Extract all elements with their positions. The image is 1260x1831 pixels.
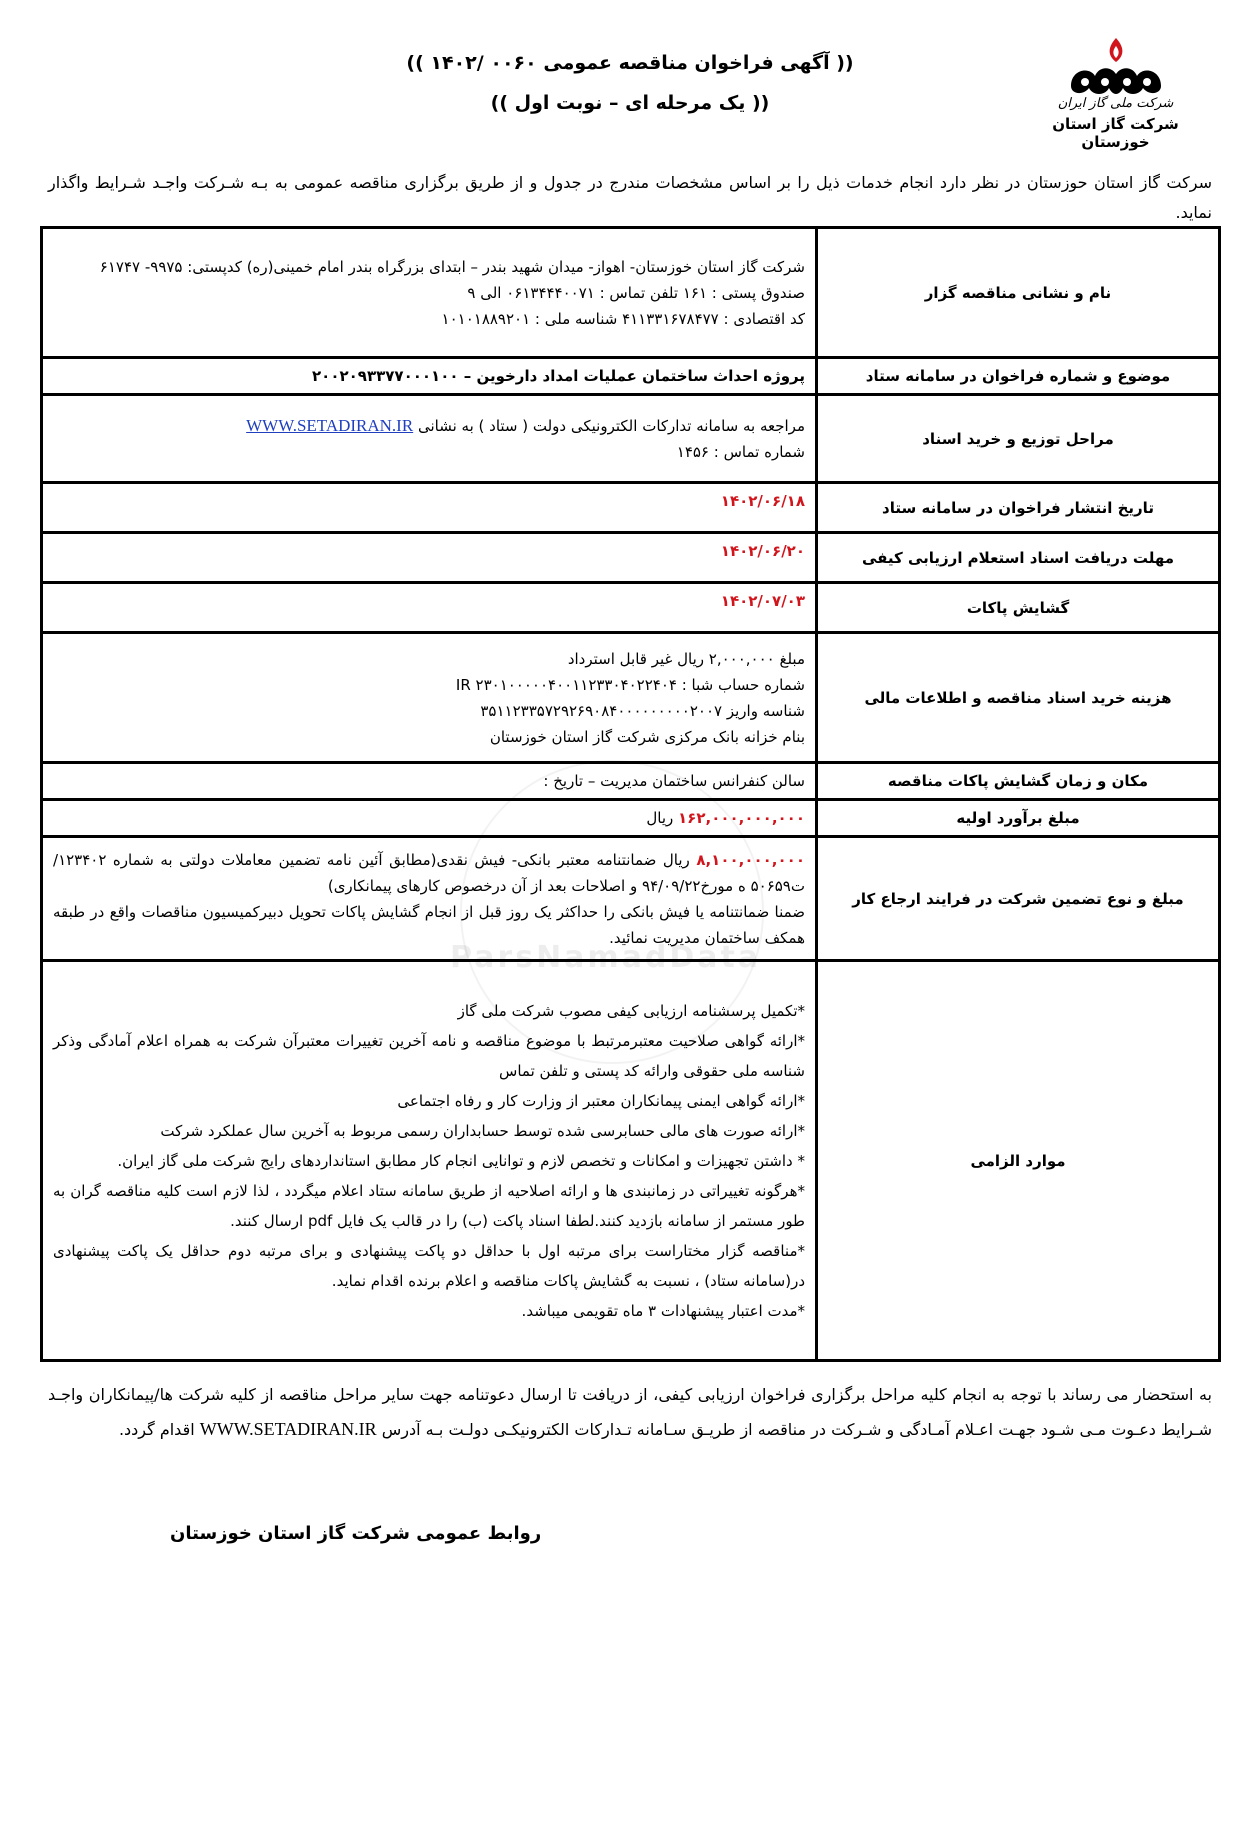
closing-paragraph: به استحضار می رساند با توجه به انجام کلیه مراحل برگزاری فراخوان ارزیابی کیفی، از دریافت تا ارسال دعوتنامه جهت سایر مراحل مناقصه از کلیه شرکت ها/پیمانکاران واجـد شـرایط دعـوت مـی شـود جهـت اعـلام آمـادگی و شـرکت در مناقصه از طریـق سـامانه تـدارکات الکترونیکـی دولـت بـه آدرس WWW.SETADIRAN.IR اقدام گردد.: [48, 1385, 1212, 1439]
cost-account-name: بنام خزانه بانک مرکزی شرکت گاز استان خوزستان: [489, 727, 805, 746]
watermark-text: ParsNamadData: [450, 940, 762, 975]
setadiran-link[interactable]: WWW.SETADIRAN.IR: [246, 415, 414, 435]
intro-paragraph: سرکت گاز استان حوزستان در نظر دارد انجام خدمات ذیل را بر اساس مشخصات مندرج در جدول و از طریق برگزاری مناقصه عمومی به بـه شـرکت واجـد شـرایط واگذار نماید.: [48, 173, 1212, 222]
distribution-label: مراحل توزیع و خرید اسناد: [817, 395, 1220, 483]
table-row: [42, 633, 1220, 763]
guarantee-label: مبلغ و نوع تضمین شرکت در فرایند ارجاع کار: [817, 837, 1220, 961]
cost-sheba: شماره حساب شبا : IR ۲۳۰۱۰۰۰۰۰۴۰۰۱۱۲۳۳۰۴۰۲۲۴۰۴: [455, 675, 805, 694]
organizer-po-box: صندوق پستی : ۱۶۱ تلفن تماس : ۰۶۱۳۴۴۴۰۰۷۱ الی ۹: [467, 283, 805, 302]
organizer-address: شرکت گاز استان خوزستان- اهواز- میدان شهید بندر – ابتدای بزرگراه بندر امام خمینی(ره) کدپستی: ۹۹۷۵- ۶۱۷۴۷: [99, 257, 805, 276]
gas-flame-logo-icon: [1061, 36, 1171, 98]
notice-title: (( آگهی فراخوان مناقصه عمومی ۰۰۶۰ /۱۴۰۲ )): [406, 52, 854, 74]
table-row: [42, 583, 1220, 633]
requirements-label: موارد الزامی: [817, 961, 1220, 1361]
requirement-item: *هرگونه تغییراتی در زمانبندی ها و ارائه اصلاحیه از طریق سامانه ستاد اعلام میگردد ، لذا لازم است کلیه مناقصه گران به طور مستمر از سامانه بازدید کنند.لطفا اسناد پاکت (ب) را در قالب یک فایل pdf ارسال کنند.: [53, 1181, 805, 1230]
public-relations-signature: روابط عمومی شرکت گاز استان خوزستان: [170, 1523, 542, 1544]
table-row: [42, 228, 1220, 358]
notice-subtitle: (( یک مرحله ای – نوبت اول )): [490, 92, 770, 114]
deadline-value: ۱۴۰۲/۰۶/۲۰: [42, 533, 817, 583]
company-name: شرکت گاز استان خوزستان: [1052, 115, 1179, 151]
tender-details-table: [40, 226, 1221, 1362]
requirement-item: *ارائه صورت های مالی حسابرسی شده توسط حسابداران رسمی مربوط به آخرین سال عملکرد شرکت: [160, 1121, 805, 1140]
requirement-item: *ارائه گواهی صلاحیت معتبرمرتبط با موضوع مناقصه و نامه آخرین تغییرات معتبرآن شرکت به همراه اعلام آمادگی وذکر شناسه ملی حقوقی وارائه کد پستی و تلفن تماس: [53, 1031, 805, 1080]
place-label: مکان و زمان گشایش پاکات مناقصه: [817, 763, 1220, 800]
organizer-value: [42, 228, 817, 358]
table-row: [42, 763, 1220, 800]
estimate-label: مبلغ برآورد اولیه: [817, 800, 1220, 837]
deadline-label: مهلت دریافت اسناد استعلام ارزیابی کیفی: [817, 533, 1220, 583]
distribution-text: مراجعه به سامانه تدارکات الکترونیکی دولت ( ستاد ) به نشانی WWW.SETADIRAN.IR: [246, 415, 805, 435]
distribution-phone: شماره تماس : ۱۴۵۶: [676, 442, 805, 461]
closing-url[interactable]: WWW.SETADIRAN.IR: [199, 1419, 377, 1439]
estimate-unit: ریال: [646, 809, 674, 827]
cost-value: [42, 633, 817, 763]
cost-deposit-id: شناسه واریز ۳۵۱۱۲۳۳۵۷۲۹۲۶۹۰۸۴۰۰۰۰۰۰۰۰۰۲۰۰۷: [480, 701, 805, 720]
subject-label: موضوع و شماره فراخوان در سامانه ستاد: [817, 358, 1220, 395]
requirement-item: *مدت اعتبار پیشنهادات ۳ ماه تقویمی میباشد.: [521, 1301, 805, 1320]
requirement-item: *تکمیل پرسشنامه ارزیابی کیفی مصوب شرکت ملی گاز: [457, 1001, 805, 1020]
table-row: [42, 358, 1220, 395]
estimate-value: [42, 800, 817, 837]
cost-amount: مبلغ ۲,۰۰۰,۰۰۰ ریال غیر قابل استرداد: [567, 649, 805, 668]
organizer-label: نام و نشانی مناقصه گزار: [817, 228, 1220, 358]
requirements-value: [42, 961, 817, 1361]
guarantee-amount: ۸,۱۰۰,۰۰۰,۰۰۰: [696, 850, 805, 869]
guarantee-text: ۸,۱۰۰,۰۰۰,۰۰۰ ریال ضمانتنامه معتبر بانکی- فیش نقدی(مطابق آئین نامه تضمین معاملات دولتی به شماره ۱۲۳۴۰۲/ت۵۰۶۵۹ ه مورخ۹۴/۰۹/۲۲ و اصلاحات بعد از آن درخصوص کارهای پیمانکاری): [53, 850, 805, 895]
table-row: [42, 800, 1220, 837]
organizer-economic-code: کد اقتصادی : ۴۱۱۳۳۱۶۷۸۴۷۷ شناسه ملی : ۱۰۱۰۱۸۸۹۲۰۱: [441, 309, 805, 328]
table-row: [42, 837, 1220, 961]
opening-label: گشایش پاکات: [817, 583, 1220, 633]
company-logo: [1023, 36, 1208, 151]
table-row: [42, 483, 1220, 533]
cost-label: هزینه خرید اسناد مناقصه و اطلاعات مالی: [817, 633, 1220, 763]
guarantee-note: ضمنا ضمانتنامه یا فیش بانکی را حداکثر یک روز قبل از انجام گشایش پاکات تحویل دبیرکمیسیون مناقصات واقع در طبقه همکف ساختمان مدیریت نمائید.: [53, 902, 805, 947]
opening-value: ۱۴۰۲/۰۷/۰۳: [42, 583, 817, 633]
distribution-value: [42, 395, 817, 483]
requirement-item: *مناقصه گزار مختاراست برای مرتبه اول با حداقل دو پاکت پیشنهادی و برای مرتبه دوم حداقل یک پاکت پیشنهادی در(سامانه ستاد) ، نسبت به گشایش پاکات مناقصه و اعلام برنده اقدام نماید.: [53, 1241, 805, 1290]
estimate-amount: ۱۶۲,۰۰۰,۰۰۰,۰۰۰: [678, 809, 805, 827]
subject-value: پروژه احداث ساختمان عملیات امداد دارخوین – ۲۰۰۲۰۹۳۳۷۷۰۰۰۱۰۰: [42, 358, 817, 395]
table-row: [42, 533, 1220, 583]
guarantee-value: [42, 837, 817, 961]
logo-script-text: شرکت ملی گاز ایران: [1057, 96, 1174, 111]
requirement-item: *ارائه گواهی ایمنی پیمانکاران معتبر از وزارت کار و رفاه اجتماعی: [397, 1091, 805, 1110]
requirement-item: * داشتن تجهیزات و امکانات و تخصص لازم و توانایی انجام کار مطابق استانداردهای رایج شرکت ملی گاز ایران.: [117, 1151, 805, 1170]
publish-date-value: ۱۴۰۲/۰۶/۱۸: [42, 483, 817, 533]
publish-date-label: تاریخ انتشار فراخوان در سامانه ستاد: [817, 483, 1220, 533]
place-value: سالن کنفرانس ساختمان مدیریت – تاریخ :: [42, 763, 817, 800]
table-row: [42, 395, 1220, 483]
table-row: [42, 961, 1220, 1361]
